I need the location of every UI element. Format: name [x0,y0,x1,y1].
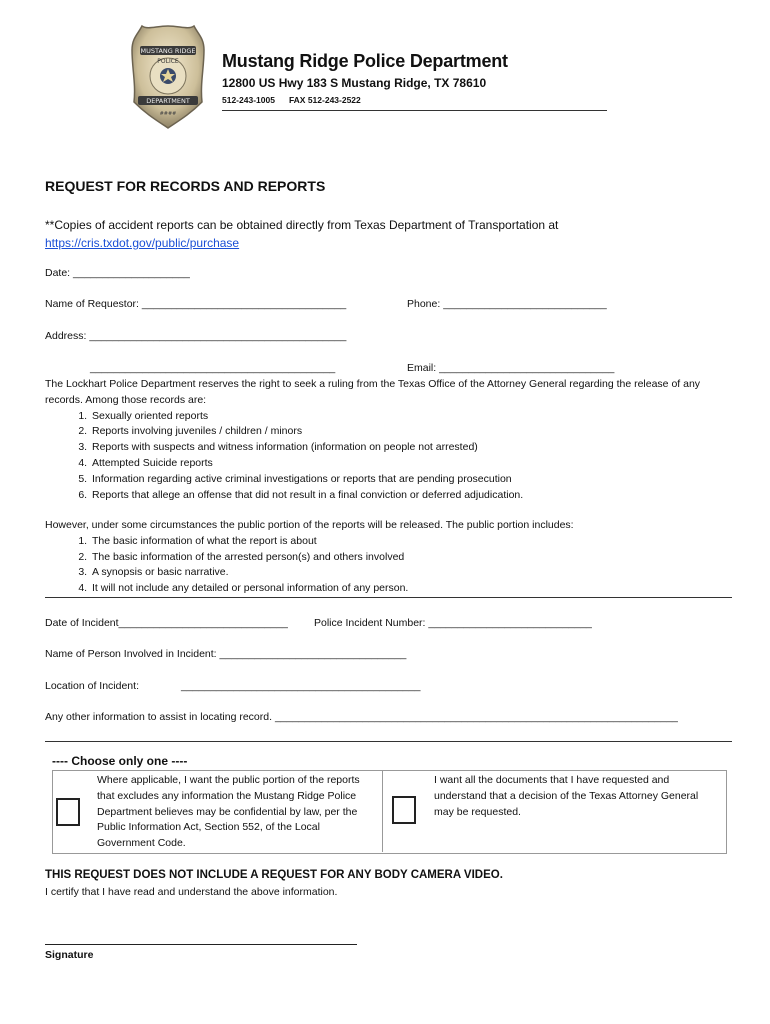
section-divider [45,597,732,598]
incident-number-field[interactable]: Police Incident Number: ____________________________ [314,617,592,629]
phone-field[interactable]: Phone: ____________________________ [407,298,607,310]
address-field[interactable]: Address: ____________________________________________ [45,330,347,342]
location-field[interactable]: _________________________________________ [181,680,421,692]
list-item: 5. Information regarding active criminal investigations or reports that are pending prosecution [90,472,725,488]
header-divider [222,110,607,111]
note-text: **Copies of accident reports can be obtained directly from Texas Department of Transportation at [45,218,559,232]
certify-statement: I certify that I have read and understand the above information. [45,886,338,898]
incident-date-field[interactable]: Date of Incident_____________________________ [45,617,288,629]
police-badge-logo [128,22,208,132]
email-field[interactable]: Email: ______________________________ [407,362,615,374]
department-phone: 512-243-1005 [222,95,275,105]
txdot-link[interactable]: https://cris.txdot.gov/public/purchase [45,236,240,250]
department-address: 12800 US Hwy 183 S Mustang Ridge, TX 78610 [222,76,487,90]
list-item: 4. It will not include any detailed or personal information of any person. [90,581,725,597]
other-info-field[interactable]: Any other information to assist in locating record. _____________________________________________________________________ [45,711,678,723]
badge-number: #### [159,111,177,117]
restricted-records-list [45,409,725,504]
department-contact [222,95,375,105]
signature-line[interactable] [45,944,357,945]
option-all-documents-checkbox[interactable] [392,796,416,824]
option-public-portion-text: Where applicable, I want the public portion of the reports that excludes any information the Mustang Ridge Police Department believes may be confidential by law, per the Public Information Act, Section 552, of the Local Government Code. [97,774,360,850]
person-involved-field[interactable]: Name of Person Involved in Incident: ________________________________ [45,648,407,660]
options-divider [382,770,383,852]
option-public-portion-checkbox[interactable] [56,798,80,826]
location-label: Location of Incident: [45,680,139,692]
address-field-line-2[interactable]: __________________________________________ [90,362,336,374]
disclaimer-text: The Lockhart Police Department reserves the right to seek a ruling from the Texas Office of the Attorney General regarding the release of any records. Among those records are: [45,378,701,406]
badge-mid-text: POLICE [157,58,179,65]
public-portion-section [45,518,725,597]
form-title: REQUEST FOR RECORDS AND REPORTS [45,178,326,194]
option-all-documents-text: I want all the documents that I have requested and understand that a decision of the Texas Attorney General may be requested. [434,774,699,818]
list-item: 2. The basic information of the arrested person(s) and others involved [90,550,725,566]
public-intro-text: However, under some circumstances the public portion of the reports will be released. The public portion includes: [45,519,574,531]
date-field[interactable]: Date: ____________________ [45,267,190,279]
list-item: 4. Attempted Suicide reports [90,456,725,472]
department-title: Mustang Ridge Police Department [222,51,508,71]
list-item: 6. Reports that allege an offense that did not result in a final conviction or deferred adjudication. [90,488,725,504]
section-divider [45,741,732,742]
list-item: 3. A synopsis or basic narrative. [90,565,725,581]
accident-report-note [45,216,685,252]
requestor-name-field[interactable]: Name of Requestor: ___________________________________ [45,298,347,310]
list-item: 1. Sexually oriented reports [90,409,725,425]
choose-one-label: ---- Choose only one ---- [52,754,188,768]
records-disclaimer [45,377,725,503]
department-fax: FAX 512-243-2522 [288,95,361,105]
list-item: 1. The basic information of what the report is about [90,534,725,550]
public-items-list [45,534,725,597]
badge-top-text: MUSTANG RIDGE [140,47,196,55]
list-item: 2. Reports involving juveniles / children / minors [90,424,725,440]
body-camera-warning: THIS REQUEST DOES NOT INCLUDE A REQUEST FOR ANY BODY CAMERA VIDEO. [45,869,503,881]
list-item: 3. Reports with suspects and witness information (information on people not arrested) [90,440,725,456]
signature-label: Signature [45,949,94,961]
badge-bottom-text: DEPARTMENT [146,97,190,105]
